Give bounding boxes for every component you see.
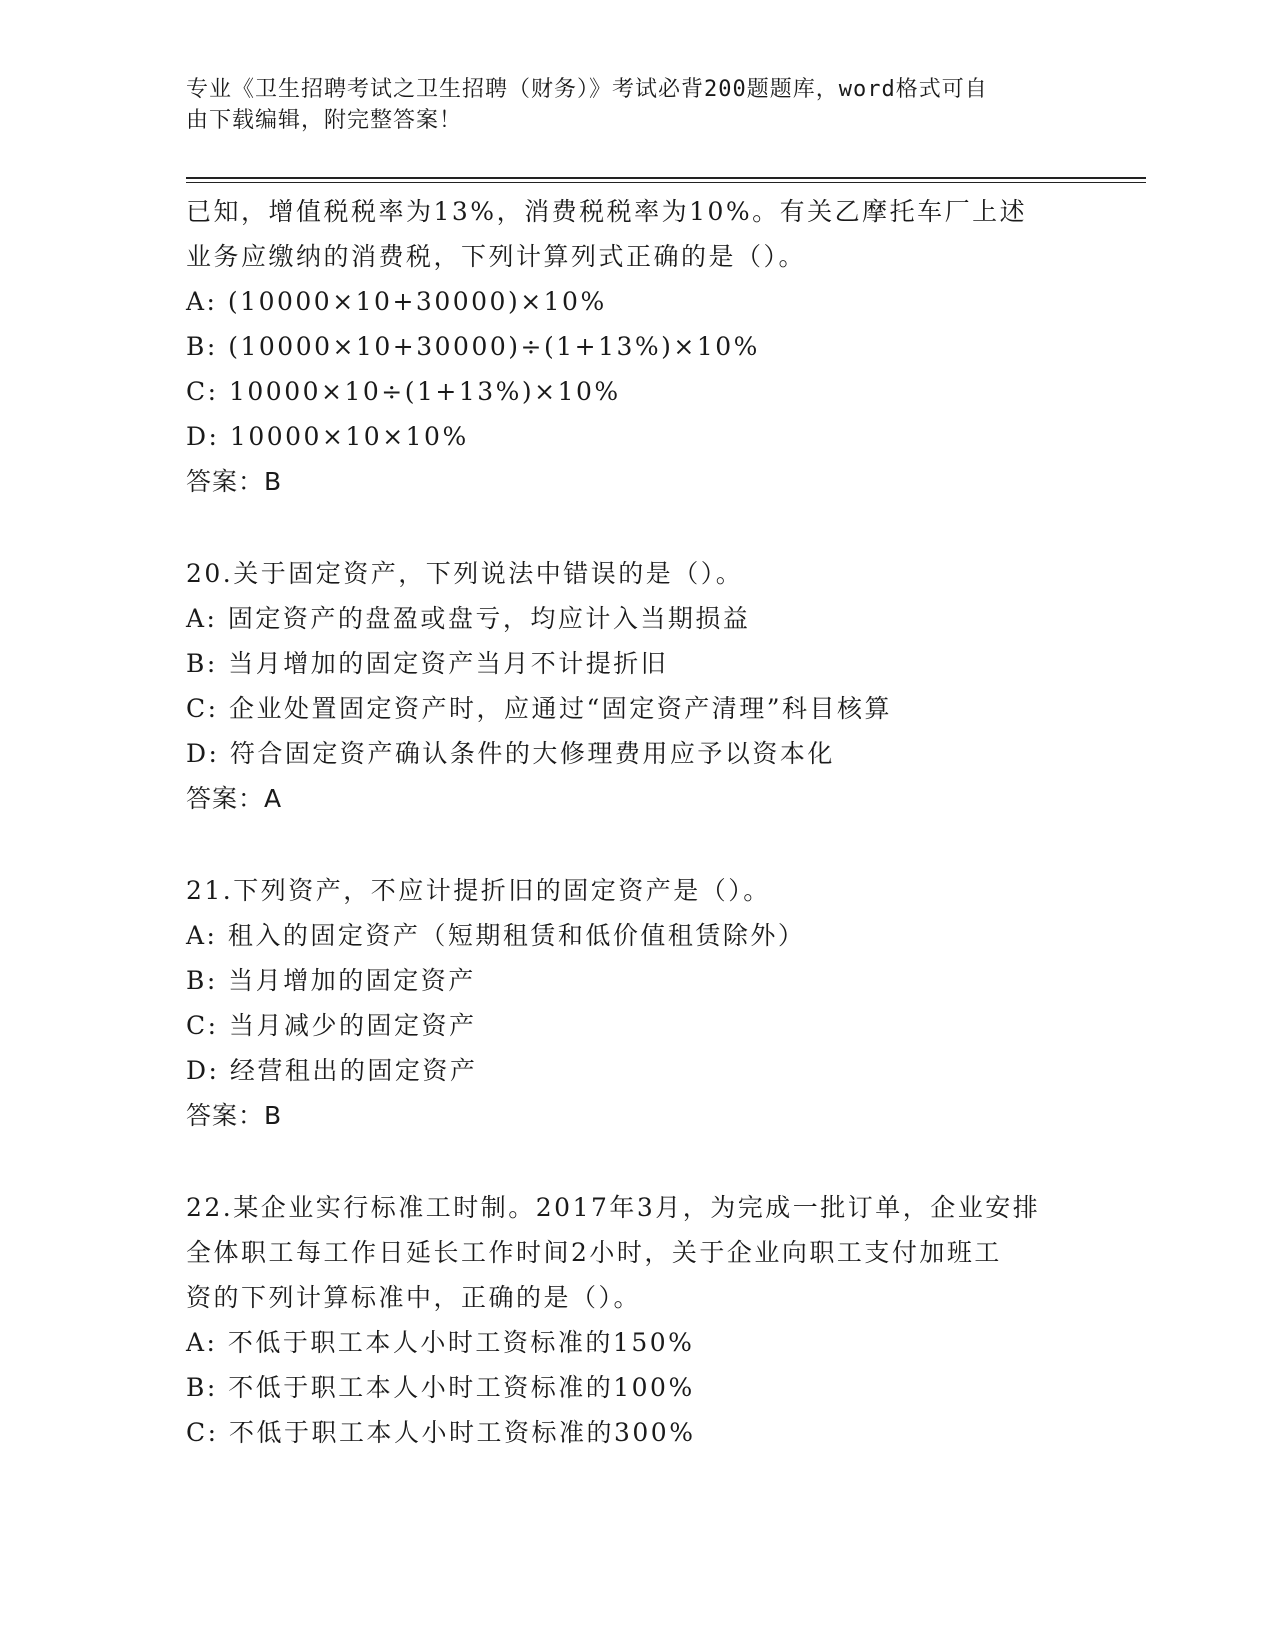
option-b: B: 不低于职工本人小时工资标准的100% <box>186 1373 695 1402</box>
spacer <box>186 508 1086 555</box>
answer: 答案：B <box>186 467 283 496</box>
question-stem: 资的下列计算标准中，正确的是（）。 <box>186 1283 642 1312</box>
option-c: C: 不低于职工本人小时工资标准的300% <box>186 1418 696 1447</box>
question-20 <box>186 555 1086 825</box>
question-stem: 20.关于固定资产，下列说法中错误的是（）。 <box>186 559 744 588</box>
question-stem: 21.下列资产，不应计提折旧的固定资产是（）。 <box>186 876 771 905</box>
header-line-2: 由下载编辑，附完整答案！ <box>186 108 463 133</box>
option-b: B: 当月增加的固定资产 <box>186 966 476 995</box>
option-b: B: (10000×10+30000)÷(1+13%)×10% <box>186 332 760 361</box>
header-divider-thick <box>186 177 1146 179</box>
question-19 <box>186 193 1086 508</box>
option-c: C: 当月减少的固定资产 <box>186 1011 477 1040</box>
option-d: D: 符合固定资产确认条件的大修理费用应予以资本化 <box>186 739 835 768</box>
option-b: B: 当月增加的固定资产当月不计提折旧 <box>186 649 669 678</box>
question-stem: 已知，增值税税率为13%，消费税税率为10%。有关乙摩托车厂上述 <box>186 197 1028 226</box>
answer: 答案：B <box>186 1101 283 1130</box>
question-stem: 22.某企业实行标准工时制。2017年3月，为完成一批订单，企业安排 <box>186 1193 1041 1222</box>
header-line-1: 专业《卫生招聘考试之卫生招聘（财务）》考试必背200题题库，word格式可自 <box>186 77 988 102</box>
question-22 <box>186 1189 1086 1459</box>
document-header <box>186 74 1066 136</box>
question-stem: 全体职工每工作日延长工作时间2小时，关于企业向职工支付加班工 <box>186 1238 1002 1267</box>
option-a: A: (10000×10+30000)×10% <box>186 287 607 316</box>
option-a: A: 固定资产的盘盈或盘亏，均应计入当期损益 <box>186 604 751 633</box>
spacer <box>186 1142 1086 1189</box>
option-d: D: 10000×10×10% <box>186 422 469 451</box>
question-list <box>186 193 1086 1459</box>
option-d: D: 经营租出的固定资产 <box>186 1056 478 1085</box>
option-a: A: 不低于职工本人小时工资标准的150% <box>186 1328 695 1357</box>
spacer <box>186 825 1086 872</box>
option-c: C: 企业处置固定资产时，应通过“固定资产清理”科目核算 <box>186 694 893 723</box>
answer: 答案：A <box>186 784 283 813</box>
option-a: A: 租入的固定资产（短期租赁和低价值租赁除外） <box>186 921 806 950</box>
option-c: C: 10000×10÷(1+13%)×10% <box>186 377 621 406</box>
question-stem: 业务应缴纳的消费税，下列计算列式正确的是（）。 <box>186 242 807 271</box>
header-divider-thin <box>186 182 1146 183</box>
question-21 <box>186 872 1086 1142</box>
